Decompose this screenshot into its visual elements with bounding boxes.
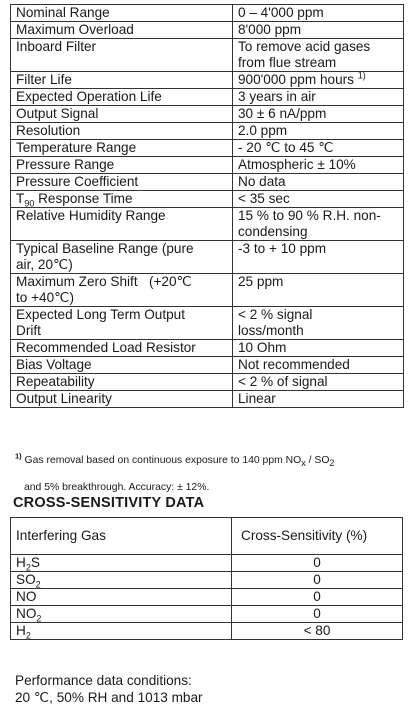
spec-label: Inboard Filter: [11, 39, 233, 72]
spec-label: Bias Voltage: [11, 357, 233, 374]
gas-text: H: [16, 623, 26, 638]
specification-table: [10, 4, 404, 408]
gas-text: NO: [16, 589, 37, 604]
sensitivity-value: 0: [232, 572, 403, 589]
table-row: [11, 589, 403, 606]
spec-value: Not recommended: [233, 357, 404, 374]
spec-label: Output Linearity: [11, 391, 233, 408]
spec-value: 3 years in air: [233, 89, 404, 106]
spec-row: [11, 89, 404, 106]
spec-value: To remove acid gases from flue stream: [233, 39, 404, 72]
spec-label-text: Response Time: [34, 191, 133, 206]
spec-label: Resolution: [11, 123, 233, 140]
spec-row: [11, 340, 404, 357]
spec-label: Maximum Overload: [11, 22, 233, 39]
spec-label: Relative Humidity Range: [11, 208, 233, 241]
subscript: 2: [35, 579, 41, 590]
footnote-text: / SO: [305, 454, 330, 466]
spec-row: [11, 72, 404, 89]
spec-value: < 2 % of signal: [233, 374, 404, 391]
spec-row: [11, 391, 404, 408]
gas-text: S: [30, 555, 40, 570]
footnote-text: Gas removal based on continuous exposure to 140 ppm NO: [21, 454, 302, 466]
spec-row: [11, 140, 404, 157]
gas-name: [11, 572, 232, 589]
spec-row: [11, 174, 404, 191]
footnote-line: and 5% breakthrough. Accuracy: ± 12%.: [24, 481, 210, 493]
spec-row: [11, 274, 404, 307]
spec-value: No data: [233, 174, 404, 191]
subscript: 2: [36, 613, 42, 624]
spec-row: [11, 123, 404, 140]
column-header-gas: Interfering Gas: [11, 518, 232, 555]
gas-text: SO: [16, 572, 36, 587]
spec-value: 10 Ohm: [233, 340, 404, 357]
spec-value: [233, 72, 404, 89]
table-row: [11, 623, 403, 640]
sensitivity-value: 0: [232, 555, 403, 572]
spec-label: Output Signal: [11, 106, 233, 123]
spec-value: 15 % to 90 % R.H. non- condensing: [233, 208, 404, 241]
table-row: [11, 572, 403, 589]
spec-value: 30 ± 6 nA/ppm: [233, 106, 404, 123]
table-row: [11, 606, 403, 623]
spec-label-text: T: [16, 191, 25, 206]
spec-label: Nominal Range: [11, 5, 233, 22]
spec-label: Pressure Coefficient: [11, 174, 233, 191]
spec-row: [11, 106, 404, 123]
subscript: 2: [25, 562, 31, 573]
gas-name: [11, 623, 232, 640]
spec-label: Maximum Zero Shift (+20℃ to +40℃): [11, 274, 233, 307]
spec-value: Atmospheric ± 10%: [233, 157, 404, 174]
spec-row: [11, 241, 404, 274]
cross-sensitivity-title: CROSS-SENSITIVITY DATA: [13, 495, 205, 511]
spec-row: [11, 22, 404, 39]
spec-label: Pressure Range: [11, 157, 233, 174]
spec-value-text: 900'000 ppm hours: [238, 72, 354, 87]
spec-row: [11, 191, 404, 208]
subscript: 90: [24, 198, 35, 209]
spec-label: Filter Life: [11, 72, 233, 89]
spec-row: [11, 307, 404, 340]
spec-row: [11, 374, 404, 391]
spec-row: [11, 208, 404, 241]
spec-label: Temperature Range: [11, 140, 233, 157]
subscript: 2: [329, 457, 335, 468]
gas-text: NO: [16, 606, 37, 621]
gas-name: [11, 555, 232, 572]
spec-value: < 35 sec: [233, 191, 404, 208]
spec-value: 0 – 4'000 ppm: [233, 5, 404, 22]
subscript: 2: [25, 630, 31, 641]
spec-row: [11, 39, 404, 72]
spec-label: Recommended Load Resistor: [11, 340, 233, 357]
footnote-line: [15, 451, 400, 468]
table-header-row: [11, 518, 403, 555]
spec-label: Expected Long Term Output Drift: [11, 307, 233, 340]
sensitivity-value: < 80: [232, 623, 403, 640]
footnote-ref: 1): [357, 70, 366, 81]
cross-sensitivity-table: [10, 517, 403, 640]
spec-label: Repeatability: [11, 374, 233, 391]
spec-value: Linear: [233, 391, 404, 408]
spec-value: 25 ppm: [233, 274, 404, 307]
performance-line: Performance data conditions:: [15, 673, 192, 688]
spec-value: 8'000 ppm: [233, 22, 404, 39]
spec-value: 2.0 ppm: [233, 123, 404, 140]
spec-label: Expected Operation Life: [11, 89, 233, 106]
spec-value: < 2 % signal loss/month: [233, 307, 404, 340]
spec-label: [11, 191, 233, 208]
performance-conditions: [15, 672, 203, 706]
gas-name: [11, 606, 232, 623]
performance-line: 20 ℃, 50% RH and 1013 mbar: [15, 690, 203, 705]
gas-text: H: [16, 555, 26, 570]
spec-row: [11, 157, 404, 174]
column-header-value: Cross-Sensitivity (%): [232, 518, 403, 555]
gas-name: [11, 589, 232, 606]
sensitivity-value: 0: [232, 589, 403, 606]
spec-row: [11, 5, 404, 22]
spec-label: Typical Baseline Range (pure air, 20℃): [11, 241, 233, 274]
sensitivity-value: 0: [232, 606, 403, 623]
spec-value: -3 to + 10 ppm: [233, 241, 404, 274]
spec-value: - 20 ℃ to 45 ℃: [233, 140, 404, 157]
table-row: [11, 555, 403, 572]
subscript: x: [301, 457, 306, 468]
footnote-marker: 1): [15, 451, 22, 461]
spec-row: [11, 357, 404, 374]
